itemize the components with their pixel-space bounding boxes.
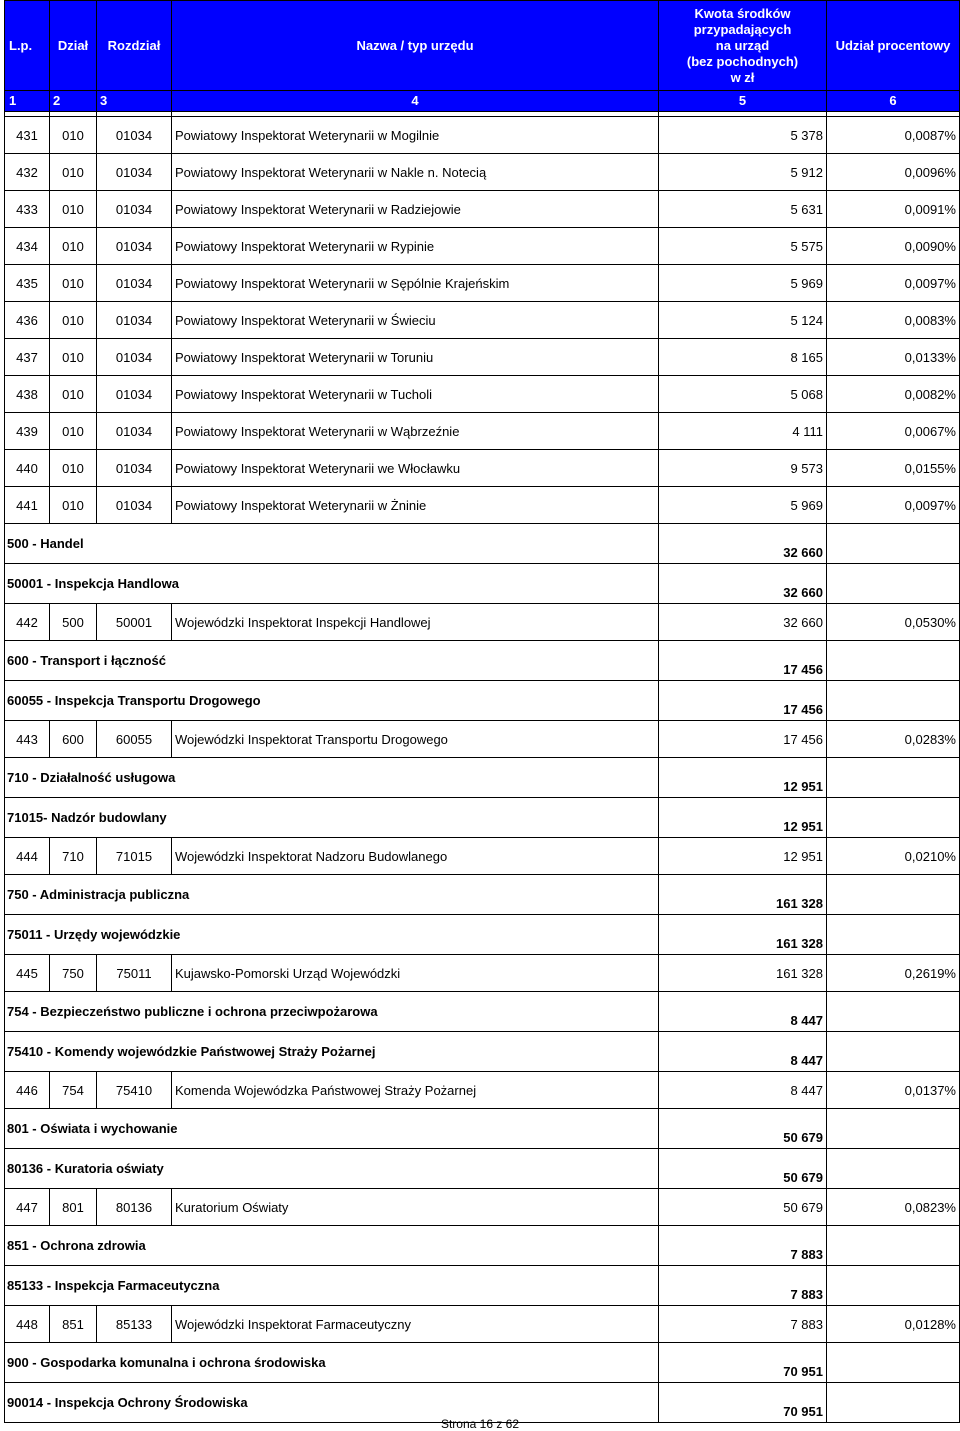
- cell-nazwa: Powiatowy Inspektorat Weterynarii w Radziejowie: [172, 191, 659, 228]
- summary-kwota: 50 679: [659, 1149, 827, 1189]
- summary-kwota: 70 951: [659, 1383, 827, 1423]
- summary-label: 90014 - Inspekcja Ochrony Środowiska: [5, 1383, 659, 1423]
- cell-kwota: 32 660: [659, 604, 827, 641]
- cell-rozdzial: 01034: [97, 265, 172, 302]
- cell-rozdzial: 01034: [97, 450, 172, 487]
- header-num: 5: [659, 91, 827, 112]
- cell-kwota: 17 456: [659, 721, 827, 758]
- cell-udzial: 0,0097%: [827, 487, 960, 524]
- cell-dzial: 010: [50, 413, 97, 450]
- summary-row: [5, 992, 960, 1032]
- cell-kwota: 9 573: [659, 450, 827, 487]
- cell-lp: 440: [5, 450, 50, 487]
- cell-nazwa: Powiatowy Inspektorat Weterynarii w Mogilnie: [172, 117, 659, 154]
- table-row: [5, 302, 960, 339]
- cell-lp: 439: [5, 413, 50, 450]
- cell-udzial: 0,0283%: [827, 721, 960, 758]
- summary-kwota: 70 951: [659, 1343, 827, 1383]
- cell-rozdzial: 85133: [97, 1306, 172, 1343]
- cell-udzial: 0,2619%: [827, 955, 960, 992]
- cell-nazwa: Powiatowy Inspektorat Weterynarii w Nakle n. Notecią: [172, 154, 659, 191]
- page-footer: Strona 16 z 62: [440, 1417, 520, 1431]
- summary-row: [5, 875, 960, 915]
- cell-lp: 436: [5, 302, 50, 339]
- cell-nazwa: Wojewódzki Inspektorat Farmaceutyczny: [172, 1306, 659, 1343]
- cell-lp: 433: [5, 191, 50, 228]
- cell-kwota: 161 328: [659, 955, 827, 992]
- cell-rozdzial: 01034: [97, 339, 172, 376]
- cell-lp: 446: [5, 1072, 50, 1109]
- summary-kwota: 50 679: [659, 1109, 827, 1149]
- table-row: [5, 604, 960, 641]
- header-lp: L.p.: [5, 1, 50, 91]
- summary-kwota: 12 951: [659, 798, 827, 838]
- summary-row: [5, 1032, 960, 1072]
- cell-nazwa: Kujawsko-Pomorski Urząd Wojewódzki: [172, 955, 659, 992]
- cell-udzial: 0,0823%: [827, 1189, 960, 1226]
- summary-row: [5, 758, 960, 798]
- cell-udzial: 0,0083%: [827, 302, 960, 339]
- cell-dzial: 010: [50, 191, 97, 228]
- cell-udzial: 0,0210%: [827, 838, 960, 875]
- summary-kwota: 8 447: [659, 1032, 827, 1072]
- cell-dzial: 010: [50, 265, 97, 302]
- summary-empty: [827, 798, 960, 838]
- cell-kwota: 4 111: [659, 413, 827, 450]
- table-row: [5, 154, 960, 191]
- cell-rozdzial: 01034: [97, 487, 172, 524]
- summary-kwota: 17 456: [659, 641, 827, 681]
- cell-nazwa: Wojewódzki Inspektorat Nadzoru Budowlanego: [172, 838, 659, 875]
- cell-lp: 448: [5, 1306, 50, 1343]
- allocation-table: [4, 0, 960, 1423]
- summary-label: 75011 - Urzędy wojewódzkie: [5, 915, 659, 955]
- cell-rozdzial: 75011: [97, 955, 172, 992]
- cell-kwota: 5 969: [659, 487, 827, 524]
- cell-kwota: 5 912: [659, 154, 827, 191]
- cell-nazwa: Powiatowy Inspektorat Weterynarii w Rypinie: [172, 228, 659, 265]
- cell-rozdzial: 01034: [97, 376, 172, 413]
- summary-kwota: 7 883: [659, 1266, 827, 1306]
- cell-lp: 444: [5, 838, 50, 875]
- cell-nazwa: Powiatowy Inspektorat Weterynarii w Sępólnie Krajeńskim: [172, 265, 659, 302]
- header-num: 3: [97, 91, 172, 112]
- summary-label: 900 - Gospodarka komunalna i ochrona środowiska: [5, 1343, 659, 1383]
- cell-udzial: 0,0090%: [827, 228, 960, 265]
- cell-kwota: 5 631: [659, 191, 827, 228]
- cell-nazwa: Wojewódzki Inspektorat Inspekcji Handlowej: [172, 604, 659, 641]
- header-kwota: [659, 1, 827, 91]
- cell-dzial: 010: [50, 302, 97, 339]
- cell-kwota: 50 679: [659, 1189, 827, 1226]
- table-row: [5, 1189, 960, 1226]
- cell-kwota: 8 447: [659, 1072, 827, 1109]
- header-rozdzial: Rozdział: [97, 1, 172, 91]
- summary-label: 50001 - Inspekcja Handlowa: [5, 564, 659, 604]
- summary-label: 75410 - Komendy wojewódzkie Państwowej Straży Pożarnej: [5, 1032, 659, 1072]
- summary-kwota: 32 660: [659, 524, 827, 564]
- summary-label: 60055 - Inspekcja Transportu Drogowego: [5, 681, 659, 721]
- summary-empty: [827, 1149, 960, 1189]
- summary-label: 750 - Administracja publiczna: [5, 875, 659, 915]
- header-kwota-line: w zł: [730, 69, 755, 85]
- header-kwota-line: (bez pochodnych): [686, 53, 799, 69]
- cell-dzial: 710: [50, 838, 97, 875]
- summary-row: [5, 1343, 960, 1383]
- cell-nazwa: Powiatowy Inspektorat Weterynarii w Wąbrzeźnie: [172, 413, 659, 450]
- cell-kwota: 5 969: [659, 265, 827, 302]
- cell-udzial: 0,0087%: [827, 117, 960, 154]
- cell-dzial: 754: [50, 1072, 97, 1109]
- summary-empty: [827, 524, 960, 564]
- cell-lp: 445: [5, 955, 50, 992]
- cell-udzial: 0,0155%: [827, 450, 960, 487]
- table-row: [5, 376, 960, 413]
- cell-dzial: 500: [50, 604, 97, 641]
- summary-label: 754 - Bezpieczeństwo publiczne i ochrona przeciwpożarowa: [5, 992, 659, 1032]
- table-row: [5, 838, 960, 875]
- header-number-row: [5, 91, 960, 112]
- cell-lp: 442: [5, 604, 50, 641]
- cell-lp: 432: [5, 154, 50, 191]
- table-row: [5, 1072, 960, 1109]
- cell-lp: 431: [5, 117, 50, 154]
- cell-rozdzial: 50001: [97, 604, 172, 641]
- cell-udzial: 0,0133%: [827, 339, 960, 376]
- table-row: [5, 955, 960, 992]
- header-num: 4: [172, 91, 659, 112]
- summary-label: 71015- Nadzór budowlany: [5, 798, 659, 838]
- summary-empty: [827, 992, 960, 1032]
- header-nazwa: Nazwa / typ urzędu: [172, 1, 659, 91]
- cell-dzial: 600: [50, 721, 97, 758]
- cell-rozdzial: 60055: [97, 721, 172, 758]
- cell-lp: 443: [5, 721, 50, 758]
- cell-kwota: 12 951: [659, 838, 827, 875]
- header-row: [5, 1, 960, 91]
- summary-label: 710 - Działalność usługowa: [5, 758, 659, 798]
- summary-kwota: 8 447: [659, 992, 827, 1032]
- cell-rozdzial: 01034: [97, 154, 172, 191]
- table-row: [5, 265, 960, 302]
- cell-udzial: 0,0137%: [827, 1072, 960, 1109]
- cell-kwota: 5 575: [659, 228, 827, 265]
- summary-empty: [827, 641, 960, 681]
- table-row: [5, 413, 960, 450]
- cell-udzial: 0,0097%: [827, 265, 960, 302]
- header-kwota-line: Kwota środków: [694, 5, 791, 21]
- summary-row: [5, 681, 960, 721]
- cell-lp: 447: [5, 1189, 50, 1226]
- summary-row: [5, 798, 960, 838]
- table-row: [5, 339, 960, 376]
- cell-nazwa: Powiatowy Inspektorat Weterynarii w Toruniu: [172, 339, 659, 376]
- header-kwota-line: przypadających: [693, 21, 792, 37]
- table-row: [5, 1306, 960, 1343]
- summary-row: [5, 564, 960, 604]
- cell-dzial: 750: [50, 955, 97, 992]
- cell-dzial: 010: [50, 117, 97, 154]
- cell-rozdzial: 01034: [97, 228, 172, 265]
- summary-empty: [827, 1226, 960, 1266]
- table-row: [5, 191, 960, 228]
- cell-nazwa: Wojewódzki Inspektorat Transportu Drogowego: [172, 721, 659, 758]
- cell-nazwa: Powiatowy Inspektorat Weterynarii w Żninie: [172, 487, 659, 524]
- cell-dzial: 010: [50, 450, 97, 487]
- header-num: 6: [827, 91, 960, 112]
- table-row: [5, 487, 960, 524]
- cell-nazwa: Powiatowy Inspektorat Weterynarii w Tucholi: [172, 376, 659, 413]
- summary-kwota: 17 456: [659, 681, 827, 721]
- cell-kwota: 5 378: [659, 117, 827, 154]
- cell-nazwa: Komenda Wojewódzka Państwowej Straży Pożarnej: [172, 1072, 659, 1109]
- summary-kwota: 32 660: [659, 564, 827, 604]
- cell-udzial: 0,0096%: [827, 154, 960, 191]
- table-row: [5, 721, 960, 758]
- cell-dzial: 010: [50, 487, 97, 524]
- cell-udzial: 0,0091%: [827, 191, 960, 228]
- cell-rozdzial: 71015: [97, 838, 172, 875]
- summary-empty: [827, 915, 960, 955]
- table-row: [5, 450, 960, 487]
- summary-empty: [827, 1266, 960, 1306]
- cell-rozdzial: 80136: [97, 1189, 172, 1226]
- cell-rozdzial: 01034: [97, 117, 172, 154]
- summary-empty: [827, 1032, 960, 1072]
- summary-row: [5, 524, 960, 564]
- cell-lp: 441: [5, 487, 50, 524]
- summary-empty: [827, 1343, 960, 1383]
- cell-nazwa: Powiatowy Inspektorat Weterynarii we Włocławku: [172, 450, 659, 487]
- cell-dzial: 010: [50, 154, 97, 191]
- summary-label: 851 - Ochrona zdrowia: [5, 1226, 659, 1266]
- summary-row: [5, 1149, 960, 1189]
- header-num: 2: [50, 91, 97, 112]
- cell-kwota: 5 068: [659, 376, 827, 413]
- table-row: [5, 117, 960, 154]
- summary-empty: [827, 875, 960, 915]
- summary-label: 801 - Oświata i wychowanie: [5, 1109, 659, 1149]
- cell-kwota: 7 883: [659, 1306, 827, 1343]
- cell-rozdzial: 01034: [97, 302, 172, 339]
- cell-rozdzial: 01034: [97, 191, 172, 228]
- cell-udzial: 0,0128%: [827, 1306, 960, 1343]
- header-udzial: Udział procentowy: [827, 1, 960, 91]
- summary-kwota: 161 328: [659, 915, 827, 955]
- header-num: 1: [5, 91, 50, 112]
- table-body: [5, 112, 960, 1423]
- summary-row: [5, 915, 960, 955]
- cell-dzial: 851: [50, 1306, 97, 1343]
- summary-row: [5, 1226, 960, 1266]
- cell-nazwa: Kuratorium Oświaty: [172, 1189, 659, 1226]
- cell-udzial: 0,0067%: [827, 413, 960, 450]
- header-dzial: Dział: [50, 1, 97, 91]
- summary-kwota: 7 883: [659, 1226, 827, 1266]
- cell-dzial: 801: [50, 1189, 97, 1226]
- summary-empty: [827, 564, 960, 604]
- cell-dzial: 010: [50, 376, 97, 413]
- cell-lp: 437: [5, 339, 50, 376]
- summary-row: [5, 641, 960, 681]
- summary-empty: [827, 758, 960, 798]
- cell-lp: 438: [5, 376, 50, 413]
- cell-rozdzial: 01034: [97, 413, 172, 450]
- cell-udzial: 0,0530%: [827, 604, 960, 641]
- cell-lp: 434: [5, 228, 50, 265]
- summary-empty: [827, 1109, 960, 1149]
- cell-dzial: 010: [50, 339, 97, 376]
- summary-kwota: 12 951: [659, 758, 827, 798]
- summary-label: 80136 - Kuratoria oświaty: [5, 1149, 659, 1189]
- cell-dzial: 010: [50, 228, 97, 265]
- summary-label: 500 - Handel: [5, 524, 659, 564]
- cell-udzial: 0,0082%: [827, 376, 960, 413]
- cell-lp: 435: [5, 265, 50, 302]
- summary-row: [5, 1109, 960, 1149]
- cell-nazwa: Powiatowy Inspektorat Weterynarii w Świeciu: [172, 302, 659, 339]
- cell-rozdzial: 75410: [97, 1072, 172, 1109]
- header-kwota-line: na urząd: [715, 37, 770, 53]
- table-row: [5, 228, 960, 265]
- summary-kwota: 161 328: [659, 875, 827, 915]
- summary-empty: [827, 681, 960, 721]
- summary-label: 600 - Transport i łączność: [5, 641, 659, 681]
- summary-label: 85133 - Inspekcja Farmaceutyczna: [5, 1266, 659, 1306]
- cell-kwota: 5 124: [659, 302, 827, 339]
- cell-kwota: 8 165: [659, 339, 827, 376]
- summary-row: [5, 1266, 960, 1306]
